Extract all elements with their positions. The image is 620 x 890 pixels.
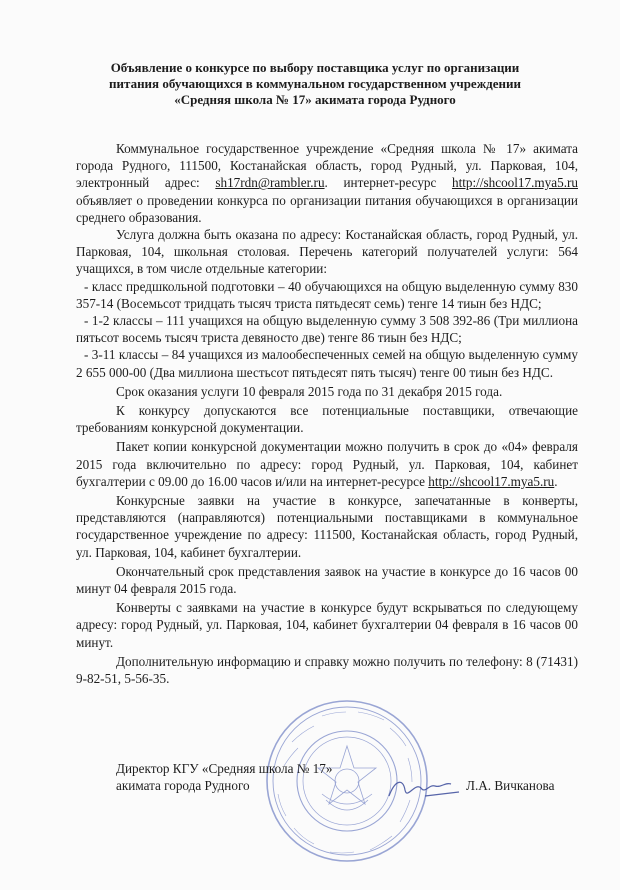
website-link-2[interactable]: http://shcool17.mya5.ru xyxy=(428,473,555,489)
category-grades-1-2: - 1-2 классы – 111 учащихся на общую выделенную сумму 3 508 392-86 (Три миллиона пятьсот восемь тысяч триста девяносто две) тенге 86 тиын без НДС; xyxy=(76,313,578,346)
paragraph-service-address: Услуга должна быть оказана по адресу: Костанайская область, город Рудный, ул. Парковая, 104, школьная столовая. Перечень категорий получателей услуги: 564 учащихся, в том числе отдельные категории: xyxy=(76,227,578,277)
paragraph-eligibility: К конкурсу допускаются все потенциальные поставщики, отвечающие требованиям конкурсной документации. xyxy=(76,403,578,436)
title-line-1: Объявление о конкурсе по выбору поставщика услуг по организации xyxy=(110,60,520,75)
email-link[interactable]: sh17rdn@rambler.ru xyxy=(215,175,325,191)
signatory-name: Л.А. Вичканова xyxy=(466,778,555,793)
signature-organization: акимата города Рудного xyxy=(116,778,250,793)
intro-text: Коммунальное государственное учреждение «Средняя школа № 17» акимата города Рудного, 111500, Костанайская область, город Рудный, ул. Парковая, 104, электронный адрес: xyxy=(76,141,578,191)
website-link[interactable]: http://shcool17.mya5.ru xyxy=(451,175,578,191)
paragraph-opening: Конверты с заявками на участие в конкурсе будут вскрываться по следующему адресу: город Рудный, ул. Парковая, 104, кабинет бухгалтерии 04 февраля в 16 часов 00 минут. xyxy=(76,600,578,650)
paragraph-intro xyxy=(76,140,578,226)
title-line-3: «Средняя школа № 17» акимата города Рудного xyxy=(174,92,456,107)
intro-tail: объявляет о проведении конкурса по организации питания обучающихся в организации среднего образования. xyxy=(76,192,578,225)
title-line-2: питания обучающихся в коммунальном государственном учреждении xyxy=(109,76,521,91)
category-grades-3-11: - 3-11 классы – 84 учащихся из малообеспеченных семей на общую выделенную сумму 2 655 000-00 (Два миллиона шестьсот пятьдесят пять тысяч) тенге 00 тиын без НДС. xyxy=(76,347,578,380)
paragraph-submission: Конкурсные заявки на участие в конкурсе, запечатанные в конверты, представляются (направляются) потенциальными поставщиками в коммунальное государственное учреждение по адресу: 111500, Костанайская область, город Рудный, ул. Парковая, 104, кабинет бухгалтерии. xyxy=(76,493,578,560)
paragraph-contact: Дополнительную информацию и справку можно получить по телефону: 8 (71431) 9-82-51, 5-56-35. xyxy=(76,653,578,687)
documentation-text: Пакет копии конкурсной документации можно получить в срок до «04» февраля 2015 года включительно по адресу: город Рудный, ул. Парковая, 104, кабинет бухгалтерии с 09.00 до 16.00 часов и/или на интернет-ресурсе xyxy=(76,439,578,489)
intro-mid: . интернет-ресурс xyxy=(324,175,452,191)
signature-position: Директор КГУ «Средняя школа № 17» xyxy=(116,761,333,776)
document-title xyxy=(60,60,570,108)
paragraph-term: Срок оказания услуги 10 февраля 2015 года по 31 декабря 2015 года. xyxy=(116,383,503,399)
category-preschool: - класс предшкольной подготовки – 40 обучающихся на общую выделенную сумму 830 357-14 (Восемьсот тридцать тысяч триста пятьдесят семь) тенге 14 тиын без НДС; xyxy=(76,278,578,311)
signature-block xyxy=(116,760,576,794)
paragraph-deadline: Окончательный срок представления заявок на участие в конкурсе до 16 часов 00 минут 04 февраля 2015 года. xyxy=(76,563,578,597)
documentation-tail: . xyxy=(554,473,558,489)
document-body xyxy=(76,140,578,687)
paragraph-documentation xyxy=(76,438,578,490)
